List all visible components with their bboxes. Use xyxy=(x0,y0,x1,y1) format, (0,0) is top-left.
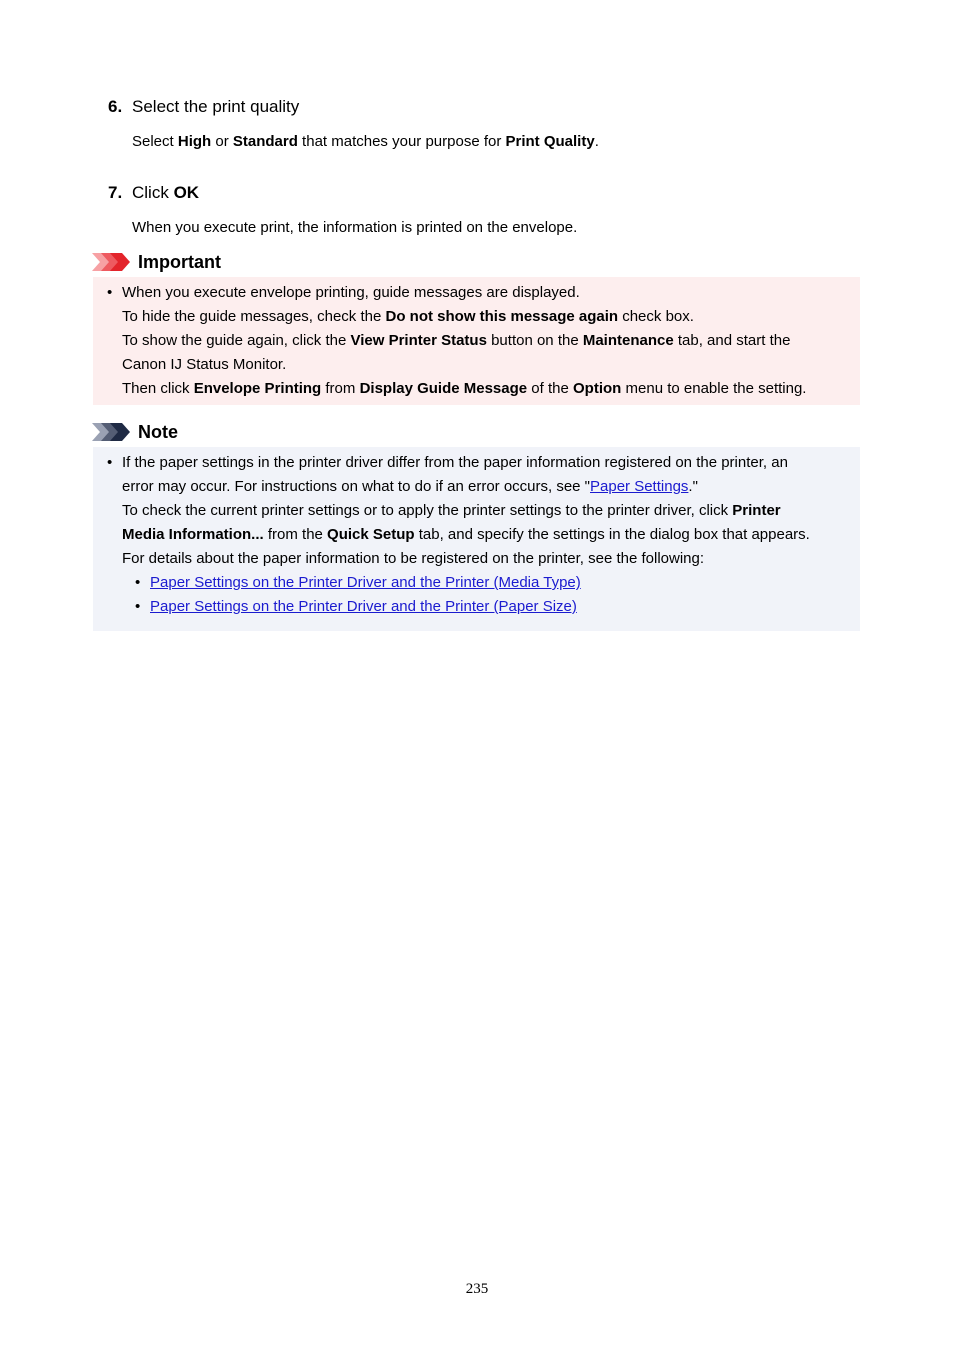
option-standard: Standard xyxy=(232,133,298,150)
button-ok-label: OK xyxy=(173,183,200,202)
note-heading xyxy=(92,420,178,444)
step-7-title: Click OK xyxy=(132,183,200,202)
setting-print-quality: Print Quality xyxy=(505,133,595,150)
note-label: Note xyxy=(138,421,178,442)
note-line-1: If the paper settings in the printer driver differ from the paper information registered on the printer, an xyxy=(122,454,788,471)
step-6-number: 6. xyxy=(108,97,123,116)
sub-bullet-2: • xyxy=(135,598,141,615)
paper-settings-link[interactable]: Paper Settings xyxy=(590,478,689,495)
note-bullet: • xyxy=(107,454,113,471)
option-high: High xyxy=(177,133,212,150)
note-line-5: For details about the paper information to be registered on the printer, see the following: xyxy=(122,550,705,567)
important-arrow-icon xyxy=(92,253,132,271)
note-line-4: Media Information... from the Quick Setup tab, and specify the settings in the dialog box that appears. xyxy=(122,526,810,543)
page-number: 235 xyxy=(465,1281,489,1297)
note-line-2: error may occur. For instructions on what to do if an error occurs, see "Paper Settings." xyxy=(122,478,698,495)
sub-list-item-2 xyxy=(150,595,577,619)
sub-list-item-1 xyxy=(150,571,581,595)
paper-size-link[interactable]: Paper Settings on the Printer Driver and the Printer (Paper Size) xyxy=(150,598,577,615)
important-line-2: To hide the guide messages, check the Do not show this message again check box. xyxy=(122,308,694,325)
step-6-title: Select the print quality xyxy=(132,97,300,116)
note-box xyxy=(93,447,860,631)
step-7-number: 7. xyxy=(108,183,123,202)
important-line-1: When you execute envelope printing, guide messages are displayed. xyxy=(122,284,580,301)
important-label: Important xyxy=(138,251,221,272)
important-bullet: • xyxy=(107,284,113,301)
step-6-description: Select High or Standard that matches your purpose for Print Quality. xyxy=(132,133,599,150)
note-line-3: To check the current printer settings or to apply the printer settings to the printer driver, click Printer xyxy=(122,502,781,519)
important-line-5: Then click Envelope Printing from Display Guide Message of the Option menu to enable the setting. xyxy=(122,380,807,397)
note-arrow-icon xyxy=(92,423,132,441)
step-7-description: When you execute print, the information is printed on the envelope. xyxy=(132,219,578,236)
important-box xyxy=(93,277,860,405)
important-heading xyxy=(92,250,221,274)
important-line-3: To show the guide again, click the View Printer Status button on the Maintenance tab, and start the xyxy=(122,332,791,349)
media-type-link[interactable]: Paper Settings on the Printer Driver and the Printer (Media Type) xyxy=(150,574,581,591)
sub-bullet-1: • xyxy=(135,574,141,591)
important-line-4: Canon IJ Status Monitor. xyxy=(122,356,287,373)
